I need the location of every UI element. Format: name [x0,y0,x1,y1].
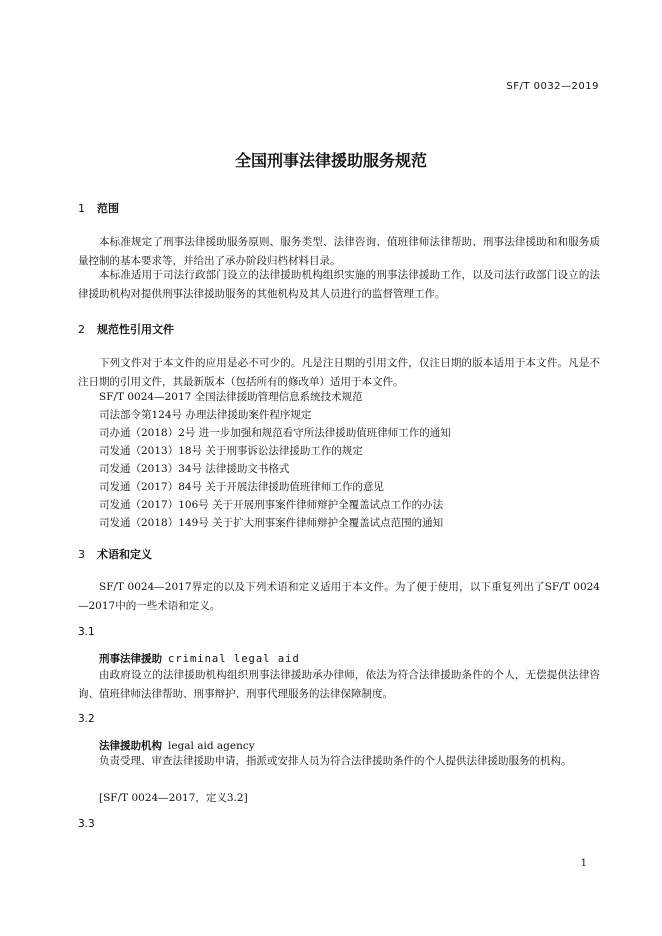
reference-item: 司发通（2013）34号 法律援助文书格式 [99,463,290,475]
term-3-2 [99,738,255,753]
reference-item: 司办通（2018）2号 进一步加强和规范看守所法律援助值班律师工作的通知 [99,427,451,439]
page-number: 1 [580,858,587,869]
term-zh: 法律援助机构 [99,740,162,752]
clause-3-2-number: 3.2 [78,713,95,725]
section-3-heading [78,546,152,562]
section-1-paragraph-1: 本标准规定了刑事法律援助服务原则、服务类型、法律咨询、值班律师法律帮助、刑事法律援助和和服务质量控制的基本要求等，并给出了承办阶段归档材料目录。 [78,236,600,267]
term-zh: 刑事法律援助 [99,653,162,665]
term-3-2-source: [SF/T 0024—2017，定义3.2] [99,792,248,804]
section-title: 范围 [97,202,119,215]
section-number: 1 [78,202,85,215]
section-title: 规范性引用文件 [97,323,174,336]
term-en: criminal legal aid [168,653,300,665]
reference-item: SF/T 0024—2017 全国法律援助管理信息系统技术规范 [99,391,363,403]
clause-3-1-number: 3.1 [78,626,95,638]
reference-item: 司发通（2017）84号 关于开展法律援助值班律师工作的意见 [99,481,384,493]
term-3-1-definition: 由政府设立的法律援助机构组织刑事法律援助承办律师，依法为符合法律援助条件的个人，无偿提供法律咨询、值班律师法律帮助、刑事辩护、刑事代理服务的法律保障制度。 [78,669,600,700]
term-3-2-definition: 负责受理、审查法律援助申请，指派或安排人员为符合法律援助条件的个人提供法律援助服务的机构。 [99,755,572,767]
section-3-paragraph-1: SF/T 0024—2017界定的以及下列术语和定义适用于本文件。为了便于使用，以下重复列出了SF/T 0024—2017中的一些术语和定义。 [78,581,600,612]
section-1-paragraph-2: 本标准适用于司法行政部门设立的法律援助机构组织实施的刑事法律援助工作，以及司法行政部门设立的法律援助机构对提供刑事法律援助服务的其他机构及其人员进行的监督管理工作。 [78,269,600,300]
clause-3-3-number: 3.3 [78,818,95,830]
section-number: 3 [78,548,85,561]
reference-item: 司发通（2013）18号 关于刑事诉讼法律援助工作的规定 [99,445,363,457]
reference-item: 司法部令第124号 办理法律援助案件程序规定 [99,409,312,421]
document-title: 全国刑事法律援助服务规范 [234,151,427,170]
reference-item: 司发通（2018）149号 关于扩大刑事案件律师辩护全覆盖试点范围的通知 [99,517,444,529]
section-2-paragraph-1: 下列文件对于本文件的应用是必不可少的。凡是注日期的引用文件，仅注日期的版本适用于本文件。凡是不注日期的引用文件，其最新版本（包括所有的修改单）适用于本文件。 [78,357,600,388]
term-en: legal aid agency [168,740,255,752]
document-number: SF/T 0032—2019 [506,81,599,92]
section-title: 术语和定义 [97,548,152,561]
section-number: 2 [78,323,85,336]
term-3-1 [99,651,300,666]
reference-item: 司发通（2017）106号 关于开展刑事案件律师辩护全覆盖试点工作的办法 [99,499,444,511]
section-2-heading [78,321,174,337]
section-1-heading [78,200,119,216]
